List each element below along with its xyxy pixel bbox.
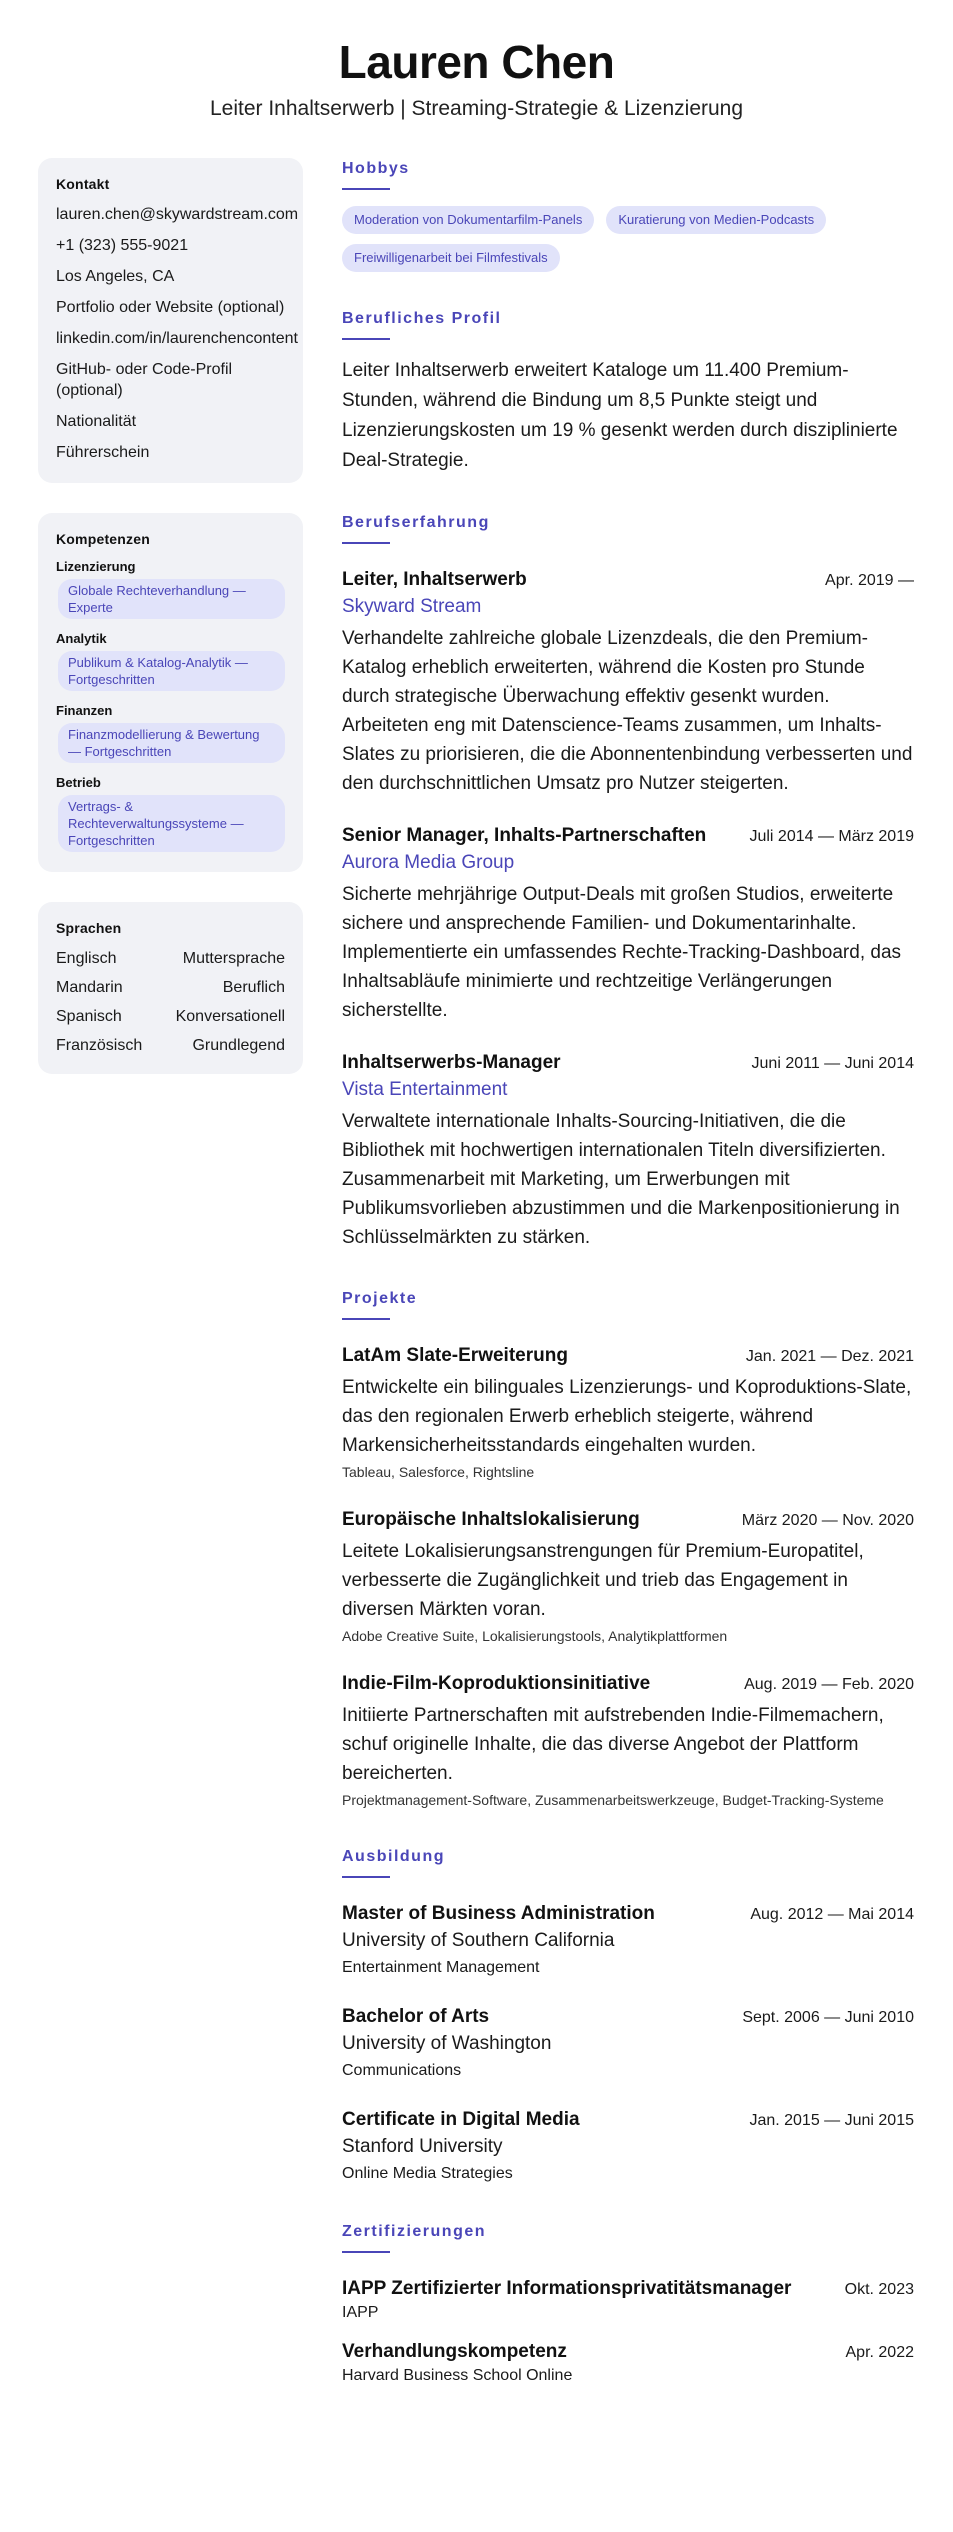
section-title-certifications: Zertifizierungen <box>342 2223 487 2240</box>
job-description: Verwaltete internationale Inhalts-Sourcing-Initiativen, die die Bibliothek mit hochwertigen internationalen Titeln diversifizierten. Zusammenarbeit mit Marketing, um Erwerbungen mit Publikumsvorlieben abzustimmen und die Markenpositionierung in Schlüsselmärkten zu stärken. <box>342 1111 900 1248</box>
section-divider <box>342 188 390 190</box>
project-description: Entwickelte ein bilinguales Lizenzierungs- und Koproduktions-Slate, das den regionalen Erwerb erheblich steigerte, während Markensicherheitsstandards eingehalten wurden. <box>342 1377 912 1456</box>
language-level: Grundlegend <box>192 1037 285 1054</box>
language-level: Konversationell <box>175 1008 285 1025</box>
languages-title: Sprachen <box>56 920 122 936</box>
education-date: Jan. 2015 — Juni 2015 <box>749 2112 914 2129</box>
hobby-list <box>342 206 914 272</box>
skill-category: Analytik <box>56 631 107 646</box>
section-divider <box>342 338 390 340</box>
certification-entry <box>342 2338 914 2387</box>
section-divider <box>342 2251 390 2253</box>
hobbies-section <box>342 158 914 272</box>
project-description: Leitete Lokalisierungsanstrengungen für Premium-Europatitel, verbesserte die Zugänglichkeit und trieb das Engagement in diversen Märkten voran. <box>342 1541 864 1620</box>
certification-issuer: Harvard Business School Online <box>342 2367 573 2384</box>
skill-group <box>56 631 285 691</box>
section-title-profile: Berufliches Profil <box>342 310 502 327</box>
degree-title: Bachelor of Arts <box>342 2006 490 2027</box>
education-entry <box>342 2106 914 2185</box>
project-title: Indie-Film-Koproduktionsinitiative <box>342 1673 651 1694</box>
job-title: Senior Manager, Inhalts-Partnerschaften <box>342 825 707 846</box>
experience-entry <box>342 1049 914 1252</box>
employer-name: Vista Entertainment <box>342 1079 508 1100</box>
project-title: LatAm Slate-Erweiterung <box>342 1345 568 1366</box>
degree-title: Certificate in Digital Media <box>342 2109 580 2130</box>
experience-entry <box>342 566 914 798</box>
certification-issuer: IAPP <box>342 2304 379 2321</box>
employer-name: Skyward Stream <box>342 596 482 617</box>
profile-section <box>342 308 914 476</box>
project-tools: Adobe Creative Suite, Lokalisierungstools, Analytikplattformen <box>342 1628 728 1644</box>
section-title-education: Ausbildung <box>342 1848 445 1865</box>
section-divider <box>342 1318 390 1320</box>
projects-section <box>342 1288 914 1810</box>
institution-name: University of Southern California <box>342 1930 615 1951</box>
language-row <box>56 977 285 998</box>
job-title: Leiter, Inhaltserwerb <box>342 569 527 590</box>
project-date: Jan. 2021 — Dez. 2021 <box>745 1348 914 1365</box>
job-date: Juni 2011 — Juni 2014 <box>751 1055 914 1072</box>
candidate-headline: Leiter Inhaltserwerb | Streaming-Strategie & Lizenzierung <box>209 97 744 120</box>
hobby-pill: Freiwilligenarbeit bei Filmfestivals <box>342 244 560 272</box>
language-row <box>56 1035 285 1056</box>
contact-drivers-license: Führerschein <box>56 444 150 461</box>
section-title-experience: Berufserfahrung <box>342 514 490 531</box>
certification-name: Verhandlungskompetenz <box>342 2341 567 2362</box>
skill-pill: Publikum & Katalog-Analytik — Fortgeschritten <box>58 651 285 691</box>
language-level: Beruflich <box>222 979 285 996</box>
section-divider <box>342 542 390 544</box>
employer-name: Aurora Media Group <box>342 852 515 873</box>
experience-entry <box>342 822 914 1025</box>
project-entry <box>342 1670 914 1810</box>
project-entry <box>342 1506 914 1646</box>
languages-card <box>38 902 303 1074</box>
experience-section <box>342 512 914 1252</box>
skills-card <box>38 513 303 872</box>
certification-name: IAPP Zertifizierter Informationsprivatitätsmanager <box>342 2278 792 2299</box>
education-date: Aug. 2012 — Mai 2014 <box>750 1906 914 1923</box>
contact-linkedin[interactable]: linkedin.com/in/laurenchencontent <box>56 330 298 347</box>
skill-group <box>56 559 285 619</box>
project-description: Initiierte Partnerschaften mit aufstrebenden Indie-Filmemachern, schuf originelle Inhalte, die das diverse Angebot der Plattform bereicherten. <box>342 1705 884 1784</box>
skill-category: Betrieb <box>56 775 101 790</box>
section-title-projects: Projekte <box>342 1290 418 1307</box>
skill-category: Finanzen <box>56 703 113 718</box>
language-level: Muttersprache <box>182 950 285 967</box>
skills-title: Kompetenzen <box>56 531 150 547</box>
skill-group <box>56 703 285 763</box>
contact-email[interactable]: lauren.chen@skywardstream.com <box>56 206 299 223</box>
skill-group <box>56 775 285 852</box>
institution-name: Stanford University <box>342 2136 503 2157</box>
hobby-pill: Kuratierung von Medien-Podcasts <box>606 206 826 234</box>
candidate-name: Lauren Chen <box>338 36 615 88</box>
language-name: Spanisch <box>56 1008 122 1025</box>
certifications-section <box>342 2221 914 2387</box>
education-entry <box>342 2003 914 2082</box>
project-tools: Projektmanagement-Software, Zusammenarbeitswerkzeuge, Budget-Tracking-Systeme <box>342 1792 884 1808</box>
section-title-hobbies: Hobbys <box>342 160 410 177</box>
certification-date: Apr. 2022 <box>845 2344 914 2361</box>
hobby-pill: Moderation von Dokumentarfilm-Panels <box>342 206 594 234</box>
contact-nationality: Nationalität <box>56 413 137 430</box>
resume-header <box>0 32 953 124</box>
contact-title: Kontakt <box>56 176 110 192</box>
skill-pill: Finanzmodellierung & Bewertung — Fortgeschritten <box>58 723 285 763</box>
sidebar <box>38 158 303 1104</box>
contact-portfolio: Portfolio oder Website (optional) <box>56 299 285 316</box>
institution-name: University of Washington <box>342 2033 552 2054</box>
skill-pill: Vertrags- & Rechteverwaltungssysteme — Fortgeschritten <box>58 795 285 852</box>
profile-summary: Leiter Inhaltserwerb erweitert Kataloge um 11.400 Premium-Stunden, während die Bindung um 8,5 Punkte steigt und Lizenzierungskosten um 19 % gesenkt werden durch disziplinierte Deal-Strategie. <box>342 360 898 471</box>
contact-card <box>38 158 303 483</box>
main-content <box>342 158 914 2423</box>
contact-phone[interactable]: +1 (323) 555-9021 <box>56 237 189 254</box>
job-title: Inhaltserwerbs-Manager <box>342 1052 561 1073</box>
project-tools: Tableau, Salesforce, Rightsline <box>342 1464 535 1480</box>
project-title: Europäische Inhaltslokalisierung <box>342 1509 640 1530</box>
certification-entry <box>342 2275 914 2324</box>
job-description: Verhandelte zahlreiche globale Lizenzdeals, die den Premium-Katalog erheblich erweiterten, während die Kosten pro Stunde durch strategische Überwachung effektiv gesenkt wurden. Arbeiteten eng mit Datenscience-Teams zusammen, um Inhalts-Slates zu priorisieren, die die Abonnentenbindung verbesserten und den durchschnittlichen Umsatz pro Nutzer steigerten. <box>342 628 913 794</box>
language-name: Französisch <box>56 1037 143 1054</box>
field-of-study: Entertainment Management <box>342 1959 540 1976</box>
skill-pill: Globale Rechteverhandlung — Experte <box>58 579 285 619</box>
skill-category: Lizenzierung <box>56 559 136 574</box>
project-date: Aug. 2019 — Feb. 2020 <box>744 1676 914 1693</box>
job-date: Apr. 2019 — <box>825 572 914 589</box>
section-divider <box>342 1876 390 1878</box>
certification-date: Okt. 2023 <box>844 2281 914 2298</box>
project-entry <box>342 1342 914 1482</box>
field-of-study: Communications <box>342 2062 462 2079</box>
field-of-study: Online Media Strategies <box>342 2165 513 2182</box>
education-section <box>342 1846 914 2185</box>
education-entry <box>342 1900 914 1979</box>
job-description: Sicherte mehrjährige Output-Deals mit großen Studios, erweiterte sichere und ansprechende Familien- und Dokumentarinhalte. Implementierte ein umfassendes Rechte-Tracking-Dashboard, das Inhaltsabläufe minimierte und rechtzeitige Verlängerungen sicherstellte. <box>342 884 902 1021</box>
contact-location: Los Angeles, CA <box>56 268 175 285</box>
language-name: Mandarin <box>56 979 123 996</box>
job-date: Juli 2014 — März 2019 <box>749 828 914 845</box>
language-row <box>56 1006 285 1027</box>
contact-github: GitHub- oder Code-Profil (optional) <box>56 361 233 399</box>
degree-title: Master of Business Administration <box>342 1903 655 1924</box>
project-date: März 2020 — Nov. 2020 <box>741 1512 914 1529</box>
education-date: Sept. 2006 — Juni 2010 <box>742 2009 914 2026</box>
language-name: Englisch <box>56 950 117 967</box>
language-row <box>56 948 285 969</box>
